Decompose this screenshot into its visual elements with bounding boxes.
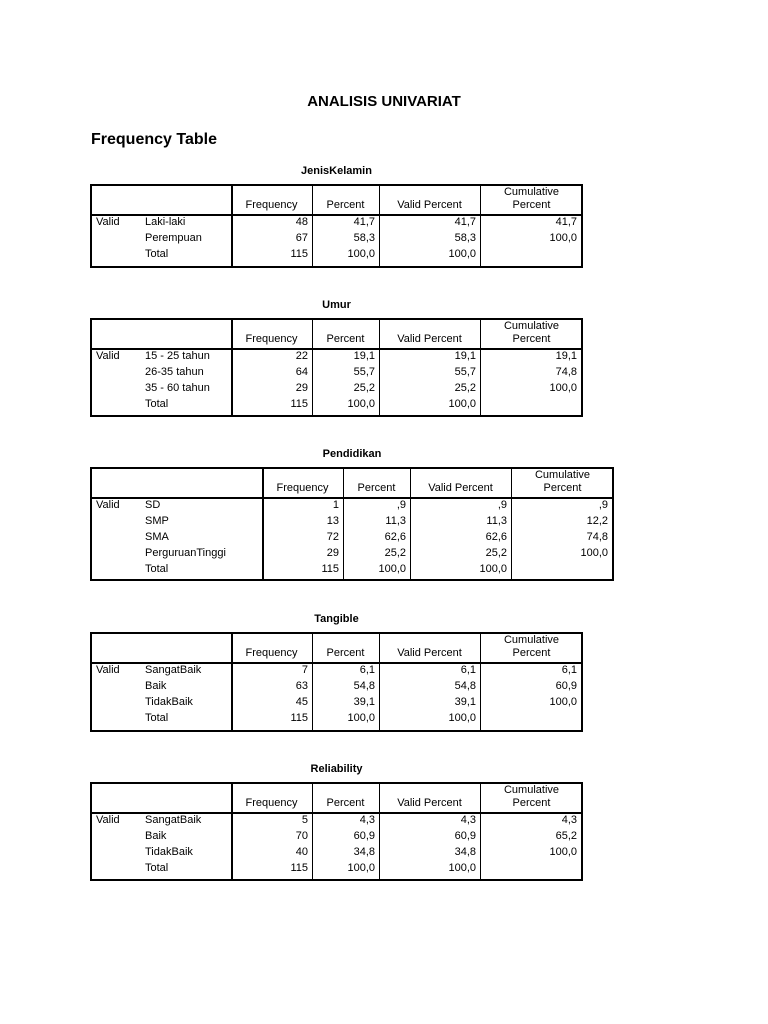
row-label: Total: [145, 248, 169, 260]
group-label-valid: Valid: [96, 216, 120, 228]
cell-cumulative: 4,3: [561, 814, 577, 826]
row-label: Perempuan: [145, 232, 202, 244]
frequency-table: [90, 299, 583, 417]
row-label: SD: [145, 499, 161, 511]
group-label-valid: Valid: [96, 499, 120, 511]
cell-valid-percent: 58,3: [454, 232, 476, 244]
cell-percent: 6,1: [359, 664, 375, 676]
header-percent: Percent: [326, 647, 365, 659]
section-title: Frequency Table: [91, 131, 217, 148]
cell-valid-percent: 39,1: [454, 696, 476, 708]
cell-percent: 39,1: [353, 696, 375, 708]
row-label: Baik: [145, 680, 167, 692]
cell-cumulative: 74,8: [555, 366, 577, 378]
cell-percent: 100,0: [347, 248, 375, 260]
header-cumulative-line2: Percent: [512, 797, 551, 809]
cell-cumulative: 100,0: [549, 232, 577, 244]
row-label: 26-35 tahun: [145, 366, 204, 378]
row-label: 15 - 25 tahun: [145, 350, 210, 362]
cell-frequency: 7: [301, 664, 308, 676]
header-cumulative-line2: Percent: [512, 333, 551, 345]
cell-valid-percent: 100,0: [448, 398, 476, 410]
header-frequency: Frequency: [245, 199, 298, 211]
cell-frequency: 45: [295, 696, 308, 708]
cell-frequency: 13: [326, 515, 339, 527]
header-percent: Percent: [357, 482, 396, 494]
header-cumulative-line1: Cumulative: [503, 784, 560, 796]
cell-percent: 19,1: [353, 350, 375, 362]
cell-frequency: 115: [290, 248, 308, 260]
cell-cumulative: 100,0: [549, 846, 577, 858]
cell-frequency: 115: [290, 712, 308, 724]
row-label: 35 - 60 tahun: [145, 382, 210, 394]
cell-percent: 55,7: [353, 366, 375, 378]
cell-cumulative: 100,0: [549, 696, 577, 708]
cell-valid-percent: ,9: [497, 499, 507, 511]
cell-percent: 34,8: [353, 846, 375, 858]
cell-cumulative: 6,1: [561, 664, 577, 676]
header-frequency: Frequency: [245, 333, 298, 345]
cell-valid-percent: 11,3: [486, 515, 507, 527]
cell-percent: 100,0: [378, 563, 406, 575]
header-cumulative-line2: Percent: [512, 647, 551, 659]
frequency-table: [90, 613, 583, 732]
row-label: SMA: [145, 531, 169, 543]
cell-frequency: 29: [295, 382, 308, 394]
header-valid-percent: Valid Percent: [428, 482, 493, 494]
header-cumulative-line1: Cumulative: [503, 634, 560, 646]
header-valid-percent: Valid Percent: [397, 333, 462, 345]
cell-percent: 41,7: [353, 216, 375, 228]
table-caption: Pendidikan: [322, 448, 382, 460]
cell-frequency: 22: [295, 350, 308, 362]
row-label: SangatBaik: [145, 664, 202, 676]
row-label: Baik: [145, 830, 167, 842]
header-percent: Percent: [326, 797, 365, 809]
row-label: Total: [145, 563, 169, 575]
table-caption: Reliability: [310, 763, 363, 775]
table-caption: Tangible: [314, 613, 359, 625]
row-label: TidakBaik: [145, 696, 193, 708]
frequency-table: [90, 165, 583, 268]
header-cumulative-line2: Percent: [512, 199, 551, 211]
header-valid-percent: Valid Percent: [397, 797, 462, 809]
cell-valid-percent: 34,8: [454, 846, 476, 858]
cell-valid-percent: 100,0: [448, 248, 476, 260]
cell-cumulative: 65,2: [555, 830, 577, 842]
cell-percent: 100,0: [347, 398, 375, 410]
cell-cumulative: 74,8: [586, 531, 608, 543]
row-label: SMP: [145, 515, 169, 527]
group-label-valid: Valid: [96, 664, 120, 676]
group-label-valid: Valid: [96, 814, 120, 826]
cell-valid-percent: 100,0: [479, 563, 507, 575]
cell-valid-percent: 62,6: [485, 531, 507, 543]
cell-valid-percent: 41,7: [454, 216, 476, 228]
cell-valid-percent: 4,3: [460, 814, 476, 826]
row-label: Total: [145, 712, 169, 724]
header-valid-percent: Valid Percent: [397, 647, 462, 659]
cell-percent: 100,0: [347, 862, 375, 874]
cell-percent: ,9: [396, 499, 406, 511]
cell-valid-percent: 19,1: [454, 350, 476, 362]
cell-frequency: 115: [290, 862, 308, 874]
row-label: SangatBaik: [145, 814, 202, 826]
row-label: Total: [145, 862, 169, 874]
cell-frequency: 48: [295, 216, 308, 228]
cell-frequency: 115: [321, 563, 339, 575]
cell-percent: 25,2: [384, 547, 406, 559]
cell-frequency: 64: [295, 366, 308, 378]
header-frequency: Frequency: [245, 647, 298, 659]
cell-valid-percent: 55,7: [454, 366, 476, 378]
cell-frequency: 115: [290, 398, 308, 410]
header-valid-percent: Valid Percent: [397, 199, 462, 211]
cell-valid-percent: 54,8: [454, 680, 476, 692]
cell-percent: 100,0: [347, 712, 375, 724]
cell-cumulative: 100,0: [549, 382, 577, 394]
cell-percent: 62,6: [384, 531, 406, 543]
frequency-table: [90, 763, 583, 881]
row-label: Total: [145, 398, 169, 410]
cell-cumulative: 60,9: [555, 680, 577, 692]
header-cumulative-line1: Cumulative: [534, 469, 591, 481]
header-percent: Percent: [326, 333, 365, 345]
cell-cumulative: 12,2: [586, 515, 608, 527]
row-label: Laki-laki: [145, 216, 186, 228]
cell-cumulative: ,9: [598, 499, 608, 511]
header-cumulative-line1: Cumulative: [503, 186, 560, 198]
cell-frequency: 40: [295, 846, 308, 858]
cell-valid-percent: 25,2: [454, 382, 476, 394]
cell-valid-percent: 6,1: [460, 664, 476, 676]
cell-percent: 60,9: [353, 830, 375, 842]
cell-valid-percent: 100,0: [448, 862, 476, 874]
header-cumulative-line2: Percent: [543, 482, 582, 494]
cell-valid-percent: 60,9: [454, 830, 476, 842]
cell-frequency: 70: [295, 830, 308, 842]
cell-frequency: 72: [326, 531, 339, 543]
header-cumulative-line1: Cumulative: [503, 320, 560, 332]
cell-cumulative: 100,0: [580, 547, 608, 559]
cell-percent: 25,2: [353, 382, 375, 394]
cell-cumulative: 19,1: [555, 350, 577, 362]
cell-frequency: 63: [295, 680, 308, 692]
header-percent: Percent: [326, 199, 365, 211]
cell-percent: 58,3: [353, 232, 375, 244]
cell-frequency: 1: [332, 499, 339, 511]
table-caption: Umur: [322, 299, 351, 311]
cell-frequency: 5: [301, 814, 308, 826]
cell-percent: 11,3: [385, 515, 406, 527]
cell-cumulative: 41,7: [555, 216, 577, 228]
cell-frequency: 29: [326, 547, 339, 559]
cell-valid-percent: 100,0: [448, 712, 476, 724]
table-caption: JenisKelamin: [301, 165, 372, 177]
document-title: ANALISIS UNIVARIAT: [307, 93, 461, 110]
header-frequency: Frequency: [245, 797, 298, 809]
header-frequency: Frequency: [276, 482, 329, 494]
row-label: PerguruanTinggi: [145, 547, 226, 559]
cell-frequency: 67: [295, 232, 308, 244]
cell-percent: 4,3: [359, 814, 375, 826]
frequency-table: [90, 448, 614, 581]
cell-valid-percent: 25,2: [485, 547, 507, 559]
cell-percent: 54,8: [353, 680, 375, 692]
group-label-valid: Valid: [96, 350, 120, 362]
row-label: TidakBaik: [145, 846, 193, 858]
